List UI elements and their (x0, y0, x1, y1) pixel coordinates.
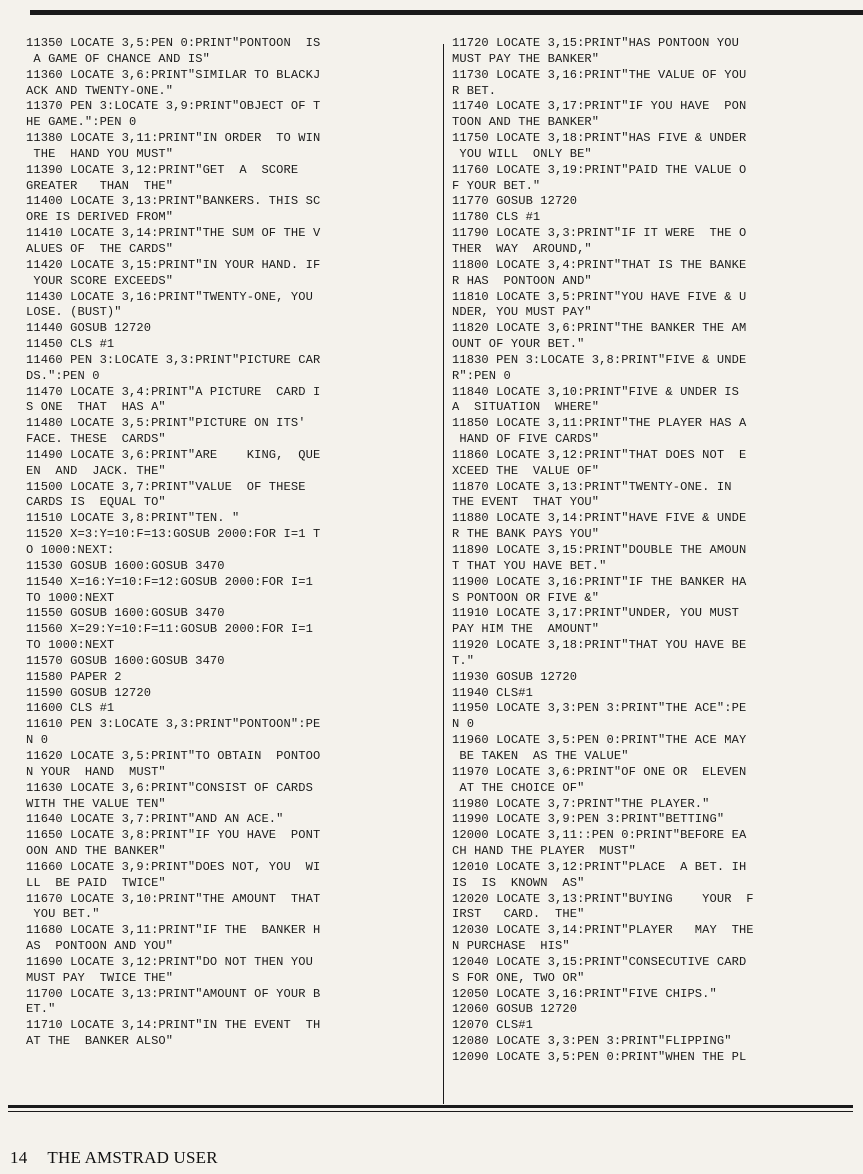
listing-line: 11790 LOCATE 3,3:PRINT"IF IT WERE THE O (452, 226, 747, 241)
column-divider (443, 44, 444, 1104)
listing-line: 12090 LOCATE 3,5:PEN 0:PRINT"WHEN THE PL (452, 1050, 747, 1064)
listing-line: 11630 LOCATE 3,6:PRINT"CONSIST OF CARDS (26, 780, 313, 795)
listing-line: 11520 X=3:Y=10:F=13:GOSUB 2000:FOR I=1 T (26, 527, 321, 542)
listing-line: 11540 X=16:Y=10:F=12:GOSUB 2000:FOR I=1 (26, 574, 313, 589)
listing-line: S FOR ONE, TWO OR" (452, 970, 585, 985)
listing-line: 11440 GOSUB 12720 (26, 321, 152, 336)
listing-line: BE TAKEN AS THE VALUE" (452, 748, 629, 763)
listing-line: MUST PAY THE BANKER" (452, 51, 600, 66)
listing-line: YOU BET." (26, 907, 100, 922)
listing-line: FACE. THESE CARDS" (26, 432, 166, 447)
listing-line: GREATER THAN THE" (26, 178, 174, 193)
listing-line: 11730 LOCATE 3,16:PRINT"THE VALUE OF YOU (452, 67, 747, 82)
listing-line: WITH THE VALUE TEN" (26, 796, 166, 811)
listing-line: 11400 LOCATE 3,13:PRINT"BANKERS. THIS SC (26, 194, 321, 209)
listing-line: 11350 LOCATE 3,5:PEN 0:PRINT"PONTOON IS (26, 36, 321, 50)
listing-line: AT THE CHOICE OF" (452, 780, 585, 795)
listing-line: 11840 LOCATE 3,10:PRINT"FIVE & UNDER IS (452, 384, 739, 399)
listing-line: YOUR SCORE EXCEEDS" (26, 273, 174, 288)
listing-line: 12070 CLS#1 (452, 1018, 533, 1033)
listing-line: A SITUATION WHERE" (452, 400, 600, 415)
listing-line: CH HAND THE PLAYER MUST" (452, 844, 636, 859)
listing-line: 11880 LOCATE 3,14:PRINT"HAVE FIVE & UNDE (452, 511, 747, 526)
listing-line: 11930 GOSUB 12720 (452, 669, 578, 684)
listing-line: 11810 LOCATE 3,5:PRINT"YOU HAVE FIVE & U (452, 289, 747, 304)
listing-line: 11460 PEN 3:LOCATE 3,3:PRINT"PICTURE CAR (26, 352, 321, 367)
listing-line: 12000 LOCATE 3,11::PEN 0:PRINT"BEFORE EA (452, 828, 747, 843)
listing-line: 11770 GOSUB 12720 (452, 194, 578, 209)
listing-line: T THAT YOU HAVE BET." (452, 558, 607, 573)
listing-line: 11610 PEN 3:LOCATE 3,3:PRINT"PONTOON":PE (26, 717, 321, 732)
listing-line: 11950 LOCATE 3,3:PEN 3:PRINT"THE ACE":PE (452, 701, 747, 716)
listing-line: 11710 LOCATE 3,14:PRINT"IN THE EVENT TH (26, 1018, 321, 1033)
listing-line: 11780 CLS #1 (452, 210, 541, 225)
listing-line: ALUES OF THE CARDS" (26, 241, 174, 256)
listing-line: 11890 LOCATE 3,15:PRINT"DOUBLE THE AMOUN (452, 543, 747, 557)
listing-line: 11420 LOCATE 3,15:PRINT"IN YOUR HAND. IF (26, 257, 321, 272)
listing-line: 11700 LOCATE 3,13:PRINT"AMOUNT OF YOUR B (26, 986, 321, 1001)
listing-line: N 0 (26, 733, 49, 748)
listing-line: 11870 LOCATE 3,13:PRINT"TWENTY-ONE. IN (452, 479, 732, 494)
listing-line: 11510 LOCATE 3,8:PRINT"TEN. " (26, 511, 240, 526)
listing-line: 11580 PAPER 2 (26, 669, 122, 684)
listing-line: LOSE. (BUST)" (26, 305, 122, 320)
listing-line: THE EVENT THAT YOU" (452, 495, 600, 510)
listing-line: N YOUR HAND MUST" (26, 764, 166, 779)
listing-line: OUNT OF YOUR BET." (452, 337, 585, 352)
listing-line: THE HAND YOU MUST" (26, 146, 174, 161)
listing-line: 11560 X=29:Y=10:F=11:GOSUB 2000:FOR I=1 (26, 622, 313, 637)
listing-line: YOU WILL ONLY BE" (452, 146, 592, 161)
listing-line: 11490 LOCATE 3,6:PRINT"ARE KING, QUE (26, 447, 321, 462)
listing-line: 11900 LOCATE 3,16:PRINT"IF THE BANKER HA (452, 574, 747, 589)
listing-line: 11650 LOCATE 3,8:PRINT"IF YOU HAVE PONT (26, 828, 321, 843)
listing-line: 11820 LOCATE 3,6:PRINT"THE BANKER THE AM (452, 321, 747, 336)
listing-line: 11970 LOCATE 3,6:PRINT"OF ONE OR ELEVEN (452, 764, 747, 779)
listing-line: 12040 LOCATE 3,15:PRINT"CONSECUTIVE CARD (452, 954, 747, 969)
listing-line: 12030 LOCATE 3,14:PRINT"PLAYER MAY THE (452, 923, 754, 938)
listing-line: TOON AND THE BANKER" (452, 115, 600, 130)
listing-line: 11640 LOCATE 3,7:PRINT"AND AN ACE." (26, 812, 284, 827)
publication-name: THE AMSTRAD USER (47, 1148, 218, 1167)
listing-line: A GAME OF CHANCE AND IS" (26, 51, 210, 66)
listing-line: MUST PAY TWICE THE" (26, 970, 174, 985)
listing-line: 11690 LOCATE 3,12:PRINT"DO NOT THEN YOU (26, 954, 313, 969)
listing-line: R BET. (452, 83, 497, 98)
listing-line: 12010 LOCATE 3,12:PRINT"PLACE A BET. IH (452, 859, 747, 874)
listing-line: 11360 LOCATE 3,6:PRINT"SIMILAR TO BLACKJ (26, 67, 321, 82)
listing-line: 11720 LOCATE 3,15:PRINT"HAS PONTOON YOU (452, 36, 739, 50)
listing-line: 11670 LOCATE 3,10:PRINT"THE AMOUNT THAT (26, 891, 321, 906)
listing-line: N PURCHASE HIS" (452, 939, 570, 954)
listing-line: 11750 LOCATE 3,18:PRINT"HAS FIVE & UNDER (452, 131, 747, 146)
listing-line: CARDS IS EQUAL TO" (26, 495, 166, 510)
page-footer (10, 1148, 218, 1168)
listing-line: 11470 LOCATE 3,4:PRINT"A PICTURE CARD I (26, 384, 321, 399)
listing-line: 11830 PEN 3:LOCATE 3,8:PRINT"FIVE & UNDE (452, 352, 747, 367)
listing-line: 11990 LOCATE 3,9:PEN 3:PRINT"BETTING" (452, 812, 725, 827)
listing-line: R":PEN 0 (452, 368, 511, 383)
listing-line: 12080 LOCATE 3,3:PEN 3:PRINT"FLIPPING" (452, 1034, 732, 1049)
listing-line: ACK AND TWENTY-ONE." (26, 83, 174, 98)
top-rule (30, 10, 863, 15)
listing-line: 11590 GOSUB 12720 (26, 685, 152, 700)
listing-line: HAND OF FIVE CARDS" (452, 432, 600, 447)
listing-line: LL BE PAID TWICE" (26, 875, 166, 890)
listing-line: TO 1000:NEXT (26, 590, 115, 605)
listing-line: AS PONTOON AND YOU" (26, 939, 174, 954)
listing-line: 11480 LOCATE 3,5:PRINT"PICTURE ON ITS' (26, 416, 306, 431)
listing-line: 11570 GOSUB 1600:GOSUB 3470 (26, 653, 225, 668)
listing-line: 11800 LOCATE 3,4:PRINT"THAT IS THE BANKE (452, 257, 747, 272)
listing-line: OON AND THE BANKER" (26, 844, 166, 859)
listing-line: ET." (26, 1002, 56, 1017)
listing-line: THER WAY AROUND," (452, 241, 592, 256)
listing-line: TO 1000:NEXT (26, 638, 115, 653)
listing-line: R HAS PONTOON AND" (452, 273, 592, 288)
listing-line: PAY HIM THE AMOUNT" (452, 622, 600, 637)
listing-line: 11940 CLS#1 (452, 685, 533, 700)
listing-line: EN AND JACK. THE" (26, 463, 166, 478)
listing-line: 11980 LOCATE 3,7:PRINT"THE PLAYER." (452, 796, 710, 811)
listing-line: HE GAME.":PEN 0 (26, 115, 137, 130)
listing-line: 11910 LOCATE 3,17:PRINT"UNDER, YOU MUST (452, 606, 739, 621)
page-number: 14 (10, 1148, 28, 1167)
listing-line: N 0 (452, 717, 475, 732)
listing-line: IS IS KNOWN AS" (452, 875, 585, 890)
listing-line: 11680 LOCATE 3,11:PRINT"IF THE BANKER H (26, 923, 321, 938)
listing-line: 11740 LOCATE 3,17:PRINT"IF YOU HAVE PON (452, 99, 747, 114)
listing-line: F YOUR BET." (452, 178, 541, 193)
program-listing-left-column (26, 36, 436, 1050)
listing-line: 11410 LOCATE 3,14:PRINT"THE SUM OF THE V (26, 226, 321, 241)
listing-line: DS.":PEN 0 (26, 368, 100, 383)
listing-line: 11380 LOCATE 3,11:PRINT"IN ORDER TO WIN (26, 131, 321, 146)
bottom-rule (8, 1105, 853, 1108)
program-listing-right-column (452, 36, 858, 1066)
listing-line: 11550 GOSUB 1600:GOSUB 3470 (26, 606, 225, 621)
listing-line: R THE BANK PAYS YOU" (452, 527, 600, 542)
listing-line: 11370 PEN 3:LOCATE 3,9:PRINT"OBJECT OF T (26, 99, 321, 114)
listing-line: S PONTOON OR FIVE &" (452, 590, 600, 605)
listing-line: 11600 CLS #1 (26, 701, 115, 716)
listing-line: 11530 GOSUB 1600:GOSUB 3470 (26, 558, 225, 573)
listing-line: 11500 LOCATE 3,7:PRINT"VALUE OF THESE (26, 479, 306, 494)
listing-line: O 1000:NEXT: (26, 543, 115, 557)
listing-line: 11860 LOCATE 3,12:PRINT"THAT DOES NOT E (452, 447, 747, 462)
listing-line: 11450 CLS #1 (26, 337, 115, 352)
listing-line: S ONE THAT HAS A" (26, 400, 166, 415)
listing-line: 11660 LOCATE 3,9:PRINT"DOES NOT, YOU WI (26, 859, 321, 874)
listing-line: IRST CARD. THE" (452, 907, 585, 922)
listing-line: 11760 LOCATE 3,19:PRINT"PAID THE VALUE O (452, 162, 747, 177)
listing-line: 11850 LOCATE 3,11:PRINT"THE PLAYER HAS A (452, 416, 747, 431)
listing-line: 11620 LOCATE 3,5:PRINT"TO OBTAIN PONTOO (26, 748, 321, 763)
listing-line: AT THE BANKER ALSO" (26, 1034, 174, 1049)
listing-line: 11960 LOCATE 3,5:PEN 0:PRINT"THE ACE MAY (452, 733, 747, 748)
listing-line: XCEED THE VALUE OF" (452, 463, 600, 478)
listing-line: 11390 LOCATE 3,12:PRINT"GET A SCORE (26, 162, 299, 177)
listing-line: 12050 LOCATE 3,16:PRINT"FIVE CHIPS." (452, 986, 717, 1001)
listing-line: NDER, YOU MUST PAY" (452, 305, 592, 320)
listing-line: ORE IS DERIVED FROM" (26, 210, 174, 225)
listing-line: 11430 LOCATE 3,16:PRINT"TWENTY-ONE, YOU (26, 289, 313, 304)
bottom-rule-thin (8, 1111, 853, 1112)
listing-line: 11920 LOCATE 3,18:PRINT"THAT YOU HAVE BE (452, 638, 747, 653)
listing-line: 12060 GOSUB 12720 (452, 1002, 578, 1017)
listing-line: T." (452, 653, 475, 668)
listing-line: 12020 LOCATE 3,13:PRINT"BUYING YOUR F (452, 891, 754, 906)
